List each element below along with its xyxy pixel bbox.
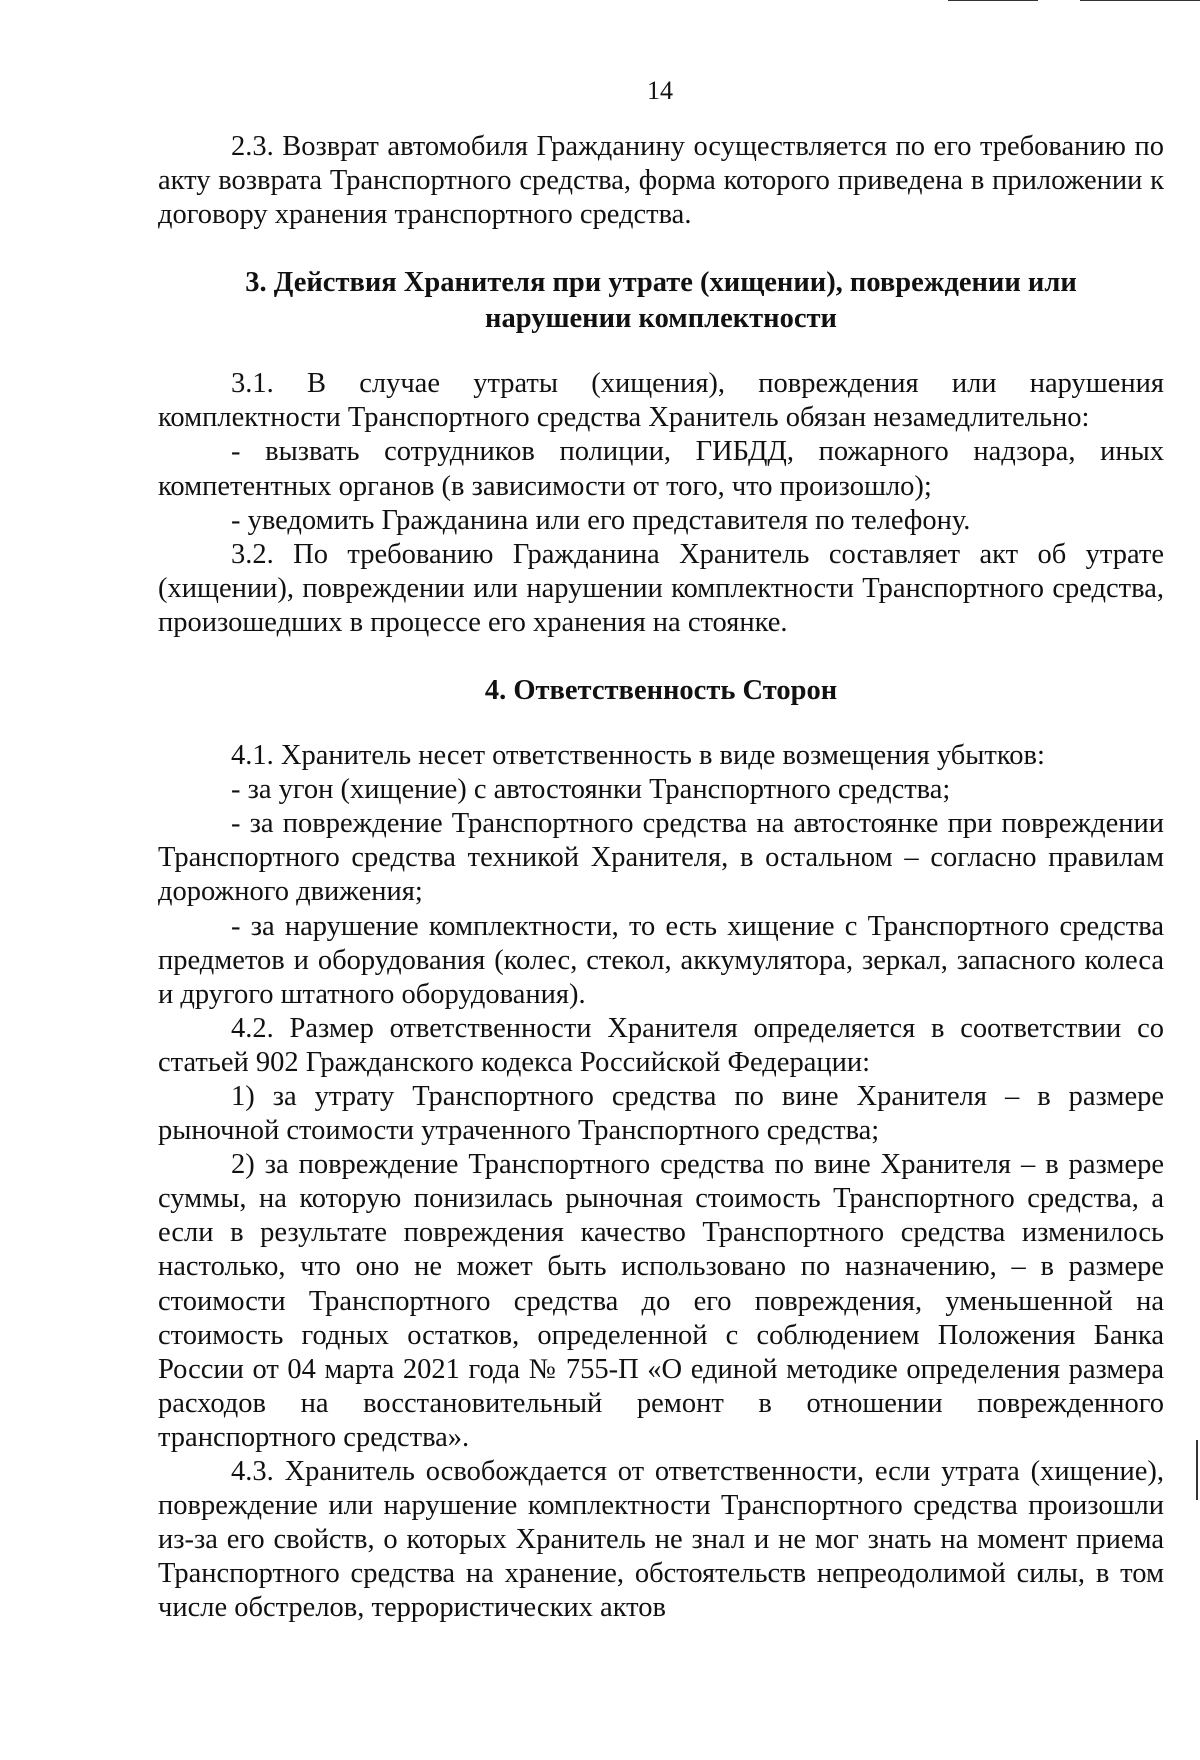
paragraph-3-2: 3.2. По требованию Гражданина Хранитель составляет акт об утрате (хищении), повреждении или нарушении комплектности Транспортного средства, произошедших в процессе его хранения на стоянке.: [158, 538, 1164, 638]
scan-artifact-line: [948, 0, 1038, 1]
paragraph-3-1: 3.1. В случае утраты (хищения), повреждения или нарушения комплектности Транспортного средства Хранитель обязан незамедлительно:: [158, 368, 1164, 434]
section-3-heading-line-1: 3. Действия Хранителя при утрате (хищении), повреждении или: [245, 267, 1077, 299]
paragraph-4-3: 4.3. Хранитель освобождается от ответственности, если утрата (хищение), повреждение или нарушение комплектности Транспортного средства произошли из-за его свойств, о которых Хранитель не знал и не мог знать на момент приема Транспортного средства на хранение, обстоятельств непреодолимой силы, в том числе обстрелов, террористических актов: [158, 1456, 1164, 1624]
document-body: [158, 130, 1164, 1625]
list-item-call-authorities: - вызвать сотрудников полиции, ГИБДД, пожарного надзора, иных компетентных органов (в зависимости от того, что произошло);: [158, 436, 1164, 502]
list-item-notify-citizen: - уведомить Гражданина или его представителя по телефону.: [231, 504, 971, 536]
list-item-completeness: - за нарушение комплектности, то есть хищение с Транспортного средства предметов и оборудования (колес, стекол, аккумулятора, зеркал, запасного колеса и другого штатного оборудования).: [158, 910, 1164, 1010]
section-3-heading-line-2: нарушении комплектности: [485, 303, 837, 335]
paragraph-2-3: 2.3. Возврат автомобиля Гражданину осуществляется по его требованию по акту возврата Транспортного средства, форма которого приведена в приложении к договору хранения транспортного средства.: [158, 131, 1164, 231]
section-4-heading: 4. Ответственность Сторон: [484, 675, 838, 707]
list-item-1-loss: 1) за утрату Транспортного средства по вине Хранителя – в размере рыночной стоимости утраченного Транспортного средства;: [158, 1080, 1164, 1147]
scan-artifact-edge: [1196, 1440, 1198, 1500]
scan-artifact-line: [1080, 0, 1200, 1]
list-item-2-damage: 2) за повреждение Транспортного средства по вине Хранителя – в размере суммы, на которую понизилась рыночная стоимость Транспортного средства, а если в результате повреждения качество Транспортного средства изменилось настолько, что оно не может быть использовано по назначению, – в размере стоимости Транспортного средства до его повреждения, уменьшенной на стоимость годных остатков, определенной с соблюдением Положения Банка России от 04 марта 2021 года № 755-П «О единой методике определения размера расходов на восстановительный ремонт в отношении поврежденного транспортного средства».: [158, 1149, 1164, 1453]
paragraph-4-1: 4.1. Хранитель несет ответственность в виде возмещения убытков:: [231, 740, 1045, 772]
paragraph-4-2: 4.2. Размер ответственности Хранителя определяется в соответствии со статьей 902 Гражданского кодекса Российской Федерации:: [158, 1012, 1164, 1078]
list-item-theft: - за угон (хищение) с автостоянки Транспортного средства;: [231, 774, 951, 806]
list-item-damage: - за повреждение Транспортного средства на автостоянке при повреждении Транспортного средства техникой Хранителя, в остальном – согласно правилам дорожного движения;: [158, 808, 1164, 908]
page-number: 14: [647, 76, 673, 105]
